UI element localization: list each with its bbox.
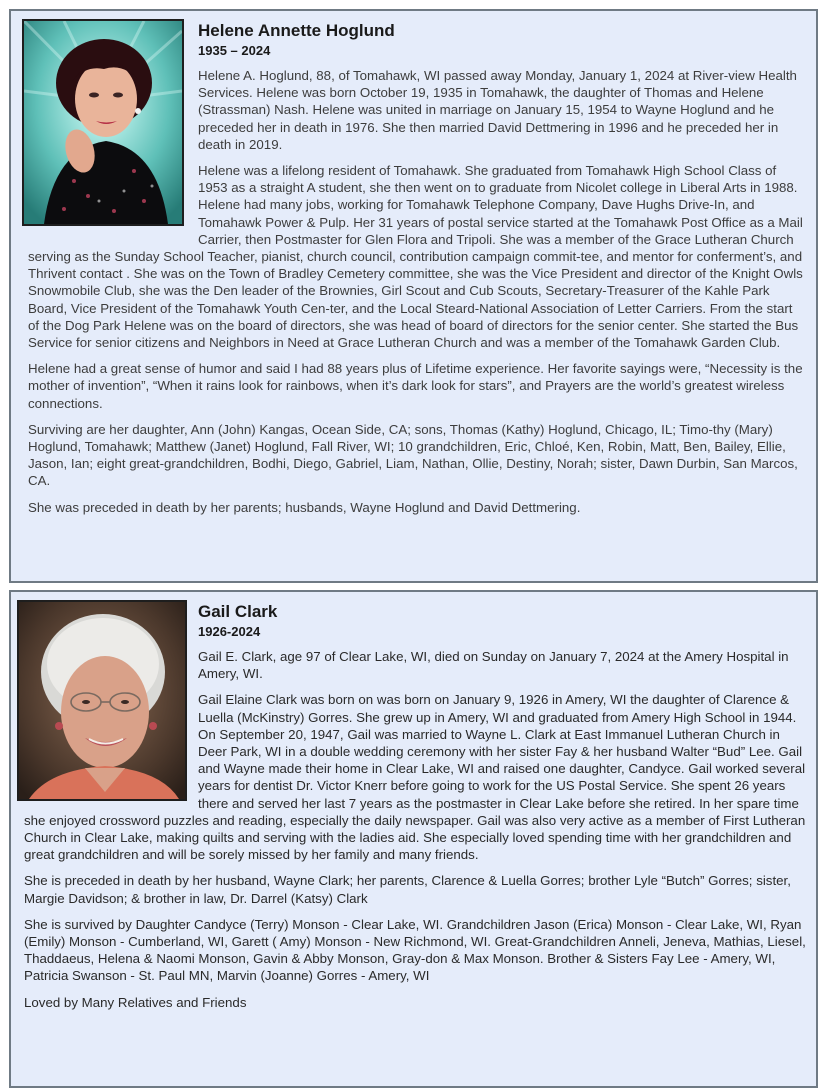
portrait-illustration <box>24 21 182 224</box>
portrait-photo-hoglund <box>22 19 184 226</box>
obituary-dates: 1935 – 2024 <box>198 43 271 58</box>
obituary-card-hoglund <box>9 9 818 583</box>
portrait-photo-clark <box>17 600 187 801</box>
obituary-paragraph: Helene A. Hoglund, 88, of Tomahawk, WI passed away Monday, January 1, 2024 at River-view Health Services. Helene was born October 19, 1935 in Tomahawk, the daughter of Thomas and Helene (Strassman) Nash. Helene was united in marriage on January 15, 1954 to Wayne Hoglund and he preceded her in death in 1976. She then married David Dettmering in 1996 and he preceded her in death in 2019. <box>198 68 797 152</box>
obituary-paragraph: Gail E. Clark, age 97 of Clear Lake, WI, died on Sunday on January 7, 2024 at the Amery Hospital in Amery, WI. <box>198 649 789 682</box>
obituary-paragraph: Helene had a great sense of humor and said I had 88 years plus of Lifetime experience. Her favorite sayings were, “Necessity is the mother of invention”, “When it rains look for rainbows, when it’s dark look for stars”, and Prayers are the world’s greatest wireless connections. <box>28 361 803 411</box>
obituary-paragraph: She was preceded in death by her parents; husbands, Wayne Hoglund and David Dettmering. <box>28 499 581 515</box>
obituary-paragraph: She is preceded in death by her husband, Wayne Clark; her parents, Clarence & Luella Gorres; brother Lyle “Butch” Gorres; sister, Margie Davidson; & brother in law, Dr. Darrel (Katsy) Clark <box>24 873 791 906</box>
obituary-paragraph: Loved by Many Relatives and Friends <box>24 994 247 1010</box>
obituary-paragraph: Helene was a lifelong resident of Tomahawk. She graduated from Tomahawk High School Class of 1953 as a straight A student, she then went on to graduate from Nicolet college in Liberal Arts in 1988. Helene had many jobs, working for Tomahawk Telephone Company, Dave Hughs Drive-In, and Tomahawk Power & Pulp. Her 31 years of postal service started at the Tomahawk Post Office as a Mail Carrier, then Postmaster for Glen Flora and Tripoli. She was a member of the Grace Lutheran Church serving as the Sunday School Teacher, pianist, church council, contribution campaign commit-tee, and mentor for conferment’s, and Thrivent contact . She was on the Town of Bradley Cemetery committee, she was the Vice President and director of the Knight Owls Snowmobile Club, she was the Den leader of the Brownies, Girl Scout and Cub Scouts, Secretary-Treasurer of the Kahle Park Board, Vice President of the Tomahawk Youth Cen-ter, and the Local Steard-National Association of Letter Carriers. From the start of the Dog Park Helene was on the board of directors, she was head of board of directors for the senior center. She started the Bus Service for senior citizens and Neighbors in Need at Grace Lutheran Church and was a member of the Tomahawk Garden Club. <box>28 163 803 351</box>
obituary-paragraph: Gail Elaine Clark was born on was born on January 9, 1926 in Amery, WI the daughter of Clarence & Luella (McKinstry) Gorres. She grew up in Amery, WI and graduated from Amery High School in 1944. On September 20, 1947, Gail was married to Wayne L. Clark at East Immanuel Lutheran Church in Deer Park, WI in a double wedding ceremony with her sister Fay & her husband Walter “Bud” Lee. Gail and Wayne made their home in Clear Lake, WI and raised one daughter, Candyce. Gail worked several years for dentist Dr. Victor Knerr before going to work for the US Postal Service. She spent 26 years there and served her last 7 years as the postmaster in Clear Lake before she retired. In her spare time she enjoyed crossword puzzles and reading, especially the daily newspaper. Gail was also very active as a member of First Lutheran Church in Clear Lake, making quilts and serving with the ladies aid. She especially loved spending time with her grandchildren and great grandchildren and will be sorely missed by her family and many friends. <box>24 692 806 863</box>
obituary-card-clark <box>9 590 818 1088</box>
portrait-illustration <box>19 602 185 799</box>
obituary-paragraph: She is survived by Daughter Candyce (Terry) Monson - Clear Lake, WI. Grandchildren Jason (Erica) Monson - Clear Lake, WI, Ryan (Emily) Monson - Cumberland, WI, Garett ( Amy) Monson - New Richmond, WI. Great-Grandchildren Anneli, Jeneva, Mathias, Liesel, Thaddaeus, Helena & Naomi Monson, Gavin & Abby Monson, Gray-don & Max Monson. Brother & Sisters Fay Lee - Amery, WI, Patricia Swanson - St. Paul MN, Marvin (Joanne) Gorres - Amery, WI <box>24 916 806 984</box>
obituary-name: Gail Clark <box>198 602 278 621</box>
obituary-paragraph: Surviving are her daughter, Ann (John) Kangas, Ocean Side, CA; sons, Thomas (Kathy) Hoglund, Chicago, IL; Timo-thy (Mary) Hoglund, Tomahawk; Matthew (Janet) Hoglund, Fall River, WI; 10 grandchildren, Eric, Chloé, Ken, Robin, Matt, Ben, Bailey, Ellie, Jason, Ian; eight great-grandchildren, Bodhi, Diego, Gabriel, Liam, Nathan, Ollie, Destiny, Norah; sister, Dawn Durbin, San Marcos, CA. <box>28 421 798 489</box>
obituary-dates: 1926-2024 <box>198 624 261 639</box>
obituary-name: Helene Annette Hoglund <box>198 21 395 40</box>
